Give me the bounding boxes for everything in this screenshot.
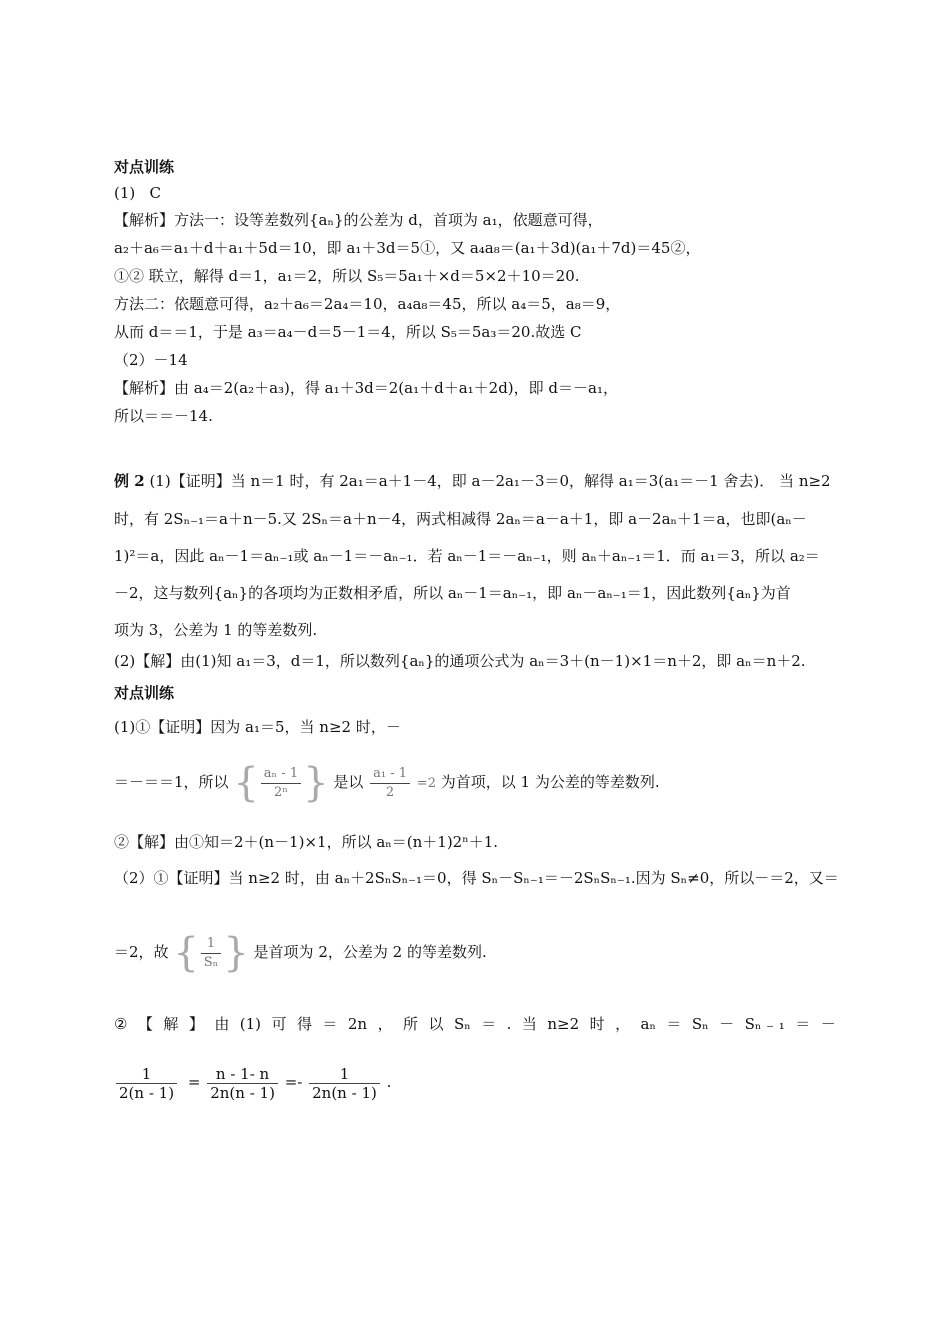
formula-line: $\frac{1}{2(n - 1)}$ = $\frac{n - 1- n}{2n(n - 1)}$ =- $\frac{1}{2n(n - 1)}$ . (114, 1062, 391, 1102)
analysis-line: 【解析】由 a₄＝2(a₂＋a₃)，得 a₁＋3d＝2(a₁＋d＋a₁＋2d)，即 d＝－a₁， (114, 379, 618, 397)
fraction-denominator: 2n(n - 1) (312, 1083, 377, 1102)
fraction-denominator: 2(n - 1) (119, 1083, 175, 1102)
solution-token: 以 (428, 1015, 444, 1033)
solution-line: ②【解】由①知＝2＋(n－1)×1，所以 aₙ＝(n＋1)2ⁿ＋1. (114, 833, 499, 851)
example-2-line (114, 471, 831, 491)
proof-line (114, 930, 487, 974)
reciprocal-brace-expression: { $\frac{1}{\text{Sₙ}}$ } (173, 930, 249, 976)
solution-token: 由 (214, 1015, 230, 1033)
proof-text: ＝－＝＝1，所以 (114, 773, 229, 791)
example-2-line: －2，这与数列{aₙ}的各项均为正数相矛盾，所以 aₙ－1＝aₙ₋₁，即 aₙ－aₙ₋₁＝1，因此数列{aₙ}为首 (114, 584, 791, 602)
fraction-3 (309, 1065, 380, 1102)
solution-token: ＝ (322, 1015, 338, 1033)
period: . (386, 1073, 392, 1091)
proof-text: 是以 (333, 773, 364, 791)
brace-denominator: Sₙ (203, 954, 219, 970)
solution-token: 【 (137, 1015, 153, 1033)
solution-spread-line (114, 1014, 836, 1034)
solution-token: ＝ (481, 1015, 497, 1033)
answer-2: （2）－14 (114, 351, 188, 369)
solution-token: Sₙ (453, 1015, 471, 1033)
fraction-numerator: n - 1- n (207, 1065, 278, 1084)
solution-token: aₙ (640, 1015, 656, 1033)
example-label: 例 2 (114, 472, 145, 490)
section-heading: 对点训练 (114, 158, 175, 176)
solution-token: 当 (521, 1015, 537, 1033)
solution-token: 时 (589, 1015, 605, 1033)
solution-token: － (820, 1015, 836, 1033)
solution-token: 得 (296, 1015, 312, 1033)
solution-token: 解 (163, 1015, 179, 1033)
solution-token: . (506, 1015, 512, 1033)
brace-numerator: aₙ - 1 (261, 765, 301, 784)
answer-1: (1) C (114, 184, 162, 202)
proof-text: ＝2，故 (114, 943, 169, 961)
sequence-brace-expression: { $\frac{\text{aₙ - 1}}{\text{2ⁿ}}$ } (233, 760, 329, 806)
analysis-line: 方法二：依题意可得，a₂＋a₆＝2a₄＝10，a₄a₈＝45，所以 a₄＝5，a₈＝9， (114, 295, 621, 313)
section-heading: 对点训练 (114, 684, 175, 702)
analysis-line: 【解析】方法一：设等差数列{aₙ}的公差为 d，首项为 a₁，依题意可得， (114, 211, 603, 229)
fraction-numerator: 1 (309, 1065, 380, 1084)
fraction-numerator: 1 (116, 1065, 177, 1084)
first-term-fraction (370, 765, 410, 802)
brace-denominator: 2ⁿ (273, 784, 288, 800)
solution-token: － (719, 1015, 735, 1033)
solution-token: ， (615, 1015, 631, 1033)
solution-token: 所 (403, 1015, 419, 1033)
equals-sign: =- (284, 1073, 303, 1091)
analysis-line: 从而 d＝＝1，于是 a₃＝a₄－d＝5－1＝4，所以 S₅＝5a₃＝20.故选 C (114, 323, 582, 341)
fraction-denominator: 2n(n - 1) (210, 1083, 275, 1102)
proof-text: 为首项，以 1 为公差的等差数列. (440, 773, 660, 791)
solution-token: Sₙ (691, 1015, 709, 1033)
solution-token: ＝ (666, 1015, 682, 1033)
solution-token: ＝ (795, 1015, 811, 1033)
example-2-line: 项为 3，公差为 1 的等差数列. (114, 621, 318, 639)
solution-token: n≥2 (547, 1015, 580, 1033)
proof-text: 是首项为 2，公差为 2 的等差数列. (253, 943, 487, 961)
solution-token: 2n (347, 1015, 368, 1033)
solution-token: ② (114, 1015, 128, 1033)
analysis-line: a₂＋a₆＝a₁＋d＋a₁＋5d＝10，即 a₁＋3d＝5①，又 a₄a₈＝(a₁＋3d)(a₁＋7d)＝45②， (114, 239, 701, 257)
example-2-line: 1)²＝a，因此 aₙ－1＝aₙ₋₁或 aₙ－1＝－aₙ₋₁．若 aₙ－1＝－aₙ₋₁，则 aₙ＋aₙ₋₁＝1．而 a₁＝3，所以 a₂＝ (114, 547, 820, 565)
proof-line: （2）①【证明】当 n≥2 时，由 aₙ＋2SₙSₙ₋₁＝0，得 Sₙ－Sₙ₋₁＝－2SₙSₙ₋₁.因为 Sₙ≠0，所以－＝2，又＝ (114, 869, 839, 887)
example-2-line: (2)【解】由(1)知 a₁＝3，d＝1，所以数列{aₙ}的通项公式为 aₙ＝3＋(n－1)×1＝n＋2，即 aₙ＝n＋2. (114, 652, 806, 670)
fraction-numerator: a₁ - 1 (370, 765, 410, 784)
analysis-line: 所以＝＝－14. (114, 407, 213, 425)
solution-token: 】 (188, 1015, 204, 1033)
solution-token: Sₙ ₋ ₁ (744, 1015, 785, 1033)
example-2-line: 时，有 2Sₙ₋₁＝a＋n－5.又 2Sₙ＝a＋n－4，两式相减得 2aₙ＝a－a＋1，即 a－2aₙ＋1＝a，也即(aₙ－ (114, 510, 807, 528)
solution-token: ， (377, 1015, 393, 1033)
brace-numerator: 1 (201, 935, 222, 954)
fraction-1 (116, 1065, 177, 1102)
solution-token: (1) (239, 1015, 262, 1033)
fraction-2 (207, 1065, 278, 1102)
equals-value: =2 (416, 776, 436, 791)
example-text: (1)【证明】当 n＝1 时，有 2a₁＝a＋1－4，即 a－2a₁－3＝0，解得 a₁＝3(a₁＝－1 舍去)． 当 n≥2 (149, 472, 831, 490)
solution-token: 可 (271, 1015, 287, 1033)
proof-line: (1)①【证明】因为 a₁＝5，当 n≥2 时，－ (114, 718, 401, 736)
fraction-denominator: 2 (385, 784, 395, 800)
proof-line (114, 760, 660, 806)
analysis-line: ①② 联立，解得 d＝1，a₁＝2，所以 S₅＝5a₁＋×d＝5×2＋10＝20. (114, 267, 580, 285)
